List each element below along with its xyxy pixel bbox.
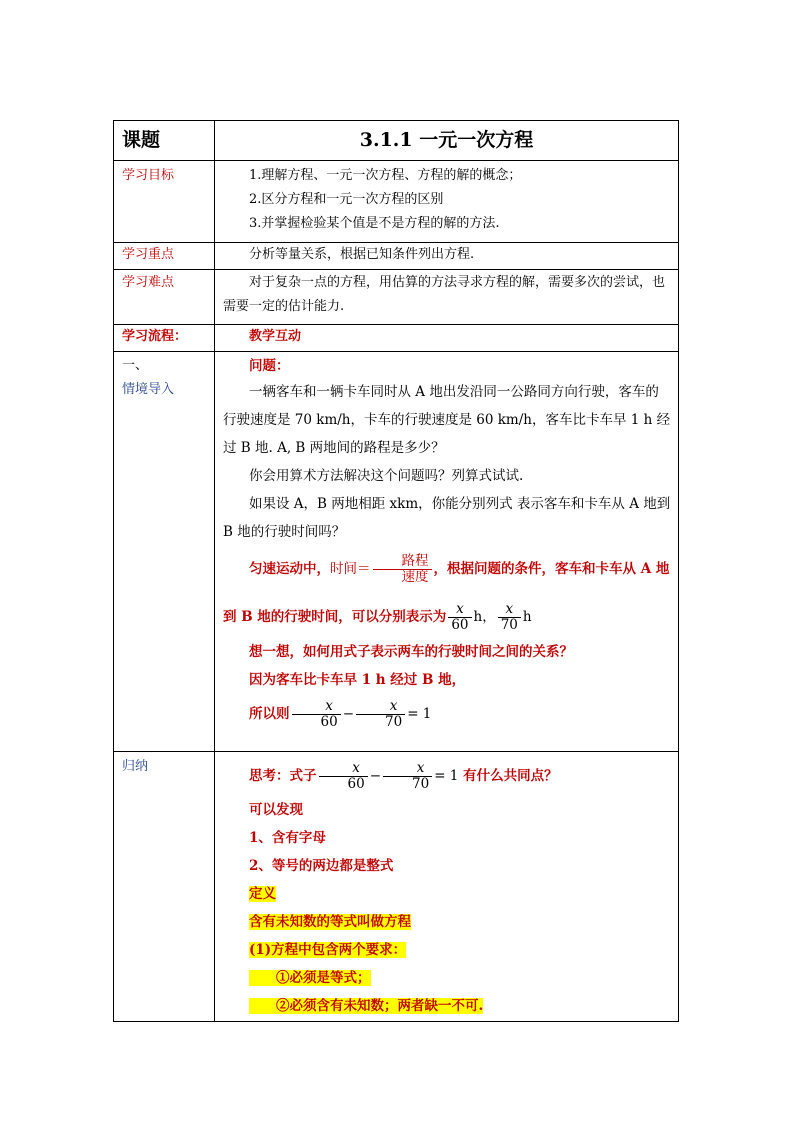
- cell-key-point: [215, 243, 679, 270]
- uniform-motion-line: [215, 552, 678, 586]
- row-key-point: [114, 243, 679, 270]
- so-prefix: 所以则: [249, 706, 290, 722]
- row-intro: [114, 352, 679, 752]
- key-point-text: 分析等量关系，根据已知条件列出方程.: [249, 247, 475, 262]
- objective-item: 2.区分方程和一元一次方程的区别: [249, 192, 444, 207]
- objectives-label: 学习目标: [122, 168, 175, 183]
- difficulty-label: 学习难点: [122, 275, 175, 290]
- summary-label: 归纳: [122, 759, 149, 774]
- summary-think-line: 思考：式子 $\frac{x}{60}$ − $\frac{x}{70}$ = 1 有什么共同点？: [249, 760, 558, 792]
- fraction-x-over-60: $\frac{x}{60}$: [292, 699, 341, 730]
- uniform-motion-prefix: 匀速运动中，: [249, 561, 330, 577]
- cell-objectives-label: [114, 161, 215, 243]
- distance-over-speed-fraction: [373, 554, 432, 585]
- intro-number: 一、: [122, 358, 149, 373]
- travel-time-line: 到 B 地的行驶时间，可以分别表示为 $\frac{x}{60}$ h， $\frac{x}{70}$ h: [223, 601, 532, 633]
- cell-difficulty: [215, 270, 679, 325]
- requirement-1: ①必须是等式；: [215, 964, 678, 992]
- fraction-x-over-70: $\frac{x}{70}$: [356, 699, 405, 730]
- fraction-numerator: 路程: [373, 554, 432, 570]
- cell-intro: [215, 352, 679, 752]
- fraction-x-over-60: $\frac{x}{60}$: [319, 761, 368, 792]
- think-question: 想一想，如何用式子表示两车的行驶时间之间的关系？: [249, 644, 573, 660]
- difficulty-text: 对于复杂一点的方程，用估算的方法寻求方程的解，需要多次的尝试，也需要一定的估计能力.: [223, 275, 666, 314]
- row-process: [114, 325, 679, 352]
- time-word: 时间＝: [330, 561, 371, 577]
- requirement-2: ②必须含有未知数；两者缺一不可.: [215, 992, 678, 1020]
- cell-topic-title: [215, 121, 679, 161]
- summary-think-suffix: 有什么共同点？: [463, 768, 558, 784]
- process-text: 教学互动: [249, 329, 302, 344]
- find-label: 可以发现: [249, 802, 303, 818]
- because-statement: 因为客车比卡车早 1 h 经过 B 地，: [249, 672, 466, 688]
- intro-label: 情境导入: [122, 382, 175, 397]
- cell-difficulty-label: [114, 270, 215, 325]
- topic-label: 课题: [122, 129, 161, 151]
- key-point-label: 学习重点: [122, 247, 175, 262]
- fraction-x-over-70: $\frac{x}{70}$: [383, 761, 432, 792]
- cell-process-label: [114, 325, 215, 352]
- uniform-motion-suffix: ，根据问题的条件，客车和卡车从 A 地: [433, 561, 670, 577]
- row-objectives: [114, 161, 679, 243]
- point-1: 1、含有字母: [249, 830, 326, 846]
- fraction-x-over-70: $\frac{x}{70}$: [498, 602, 521, 633]
- cell-intro-label: [114, 352, 215, 752]
- question-label: 问题：: [249, 358, 290, 374]
- requirements-title: (1)方程中包含两个要求：: [249, 942, 407, 958]
- travel-time-prefix: 到 B 地的行驶时间，可以分别表示为: [223, 609, 447, 625]
- process-label: 学习流程：: [122, 329, 188, 344]
- cell-process: [215, 325, 679, 352]
- question-text: 一辆客车和一辆卡车同时从 A 地出发沿同一公路同方向行驶，客车的行驶速度是 70 km/h，卡车的行驶速度是 60 km/h，客车比卡车早 1 h 经过 B 地. A, B 两地间的路程是多少？: [223, 384, 671, 456]
- lesson-title: 3.1.1 一元一次方程: [359, 129, 534, 151]
- objective-item: 3.并掌握检验某个值是不是方程的解的方法.: [249, 216, 500, 231]
- definition-text: 含有未知数的等式叫做方程: [249, 914, 411, 930]
- point-2: 2、等号的两边都是整式: [249, 858, 394, 874]
- cell-objectives: [215, 161, 679, 243]
- row-summary: [114, 752, 679, 1022]
- definition-title: 定义: [249, 886, 276, 902]
- equation-line: 所以则 $\frac{x}{60}$ − $\frac{x}{70}$ = 1: [249, 698, 432, 730]
- ask-arithmetic: 你会用算术方法解决这个问题吗？列算式试试.: [249, 468, 524, 484]
- cell-topic-label: [114, 121, 215, 161]
- row-title: [114, 121, 679, 161]
- fraction-x-over-60: $\frac{x}{60}$: [448, 602, 471, 633]
- summary-think-prefix: 思考：式子: [249, 768, 317, 784]
- cell-key-point-label: [114, 243, 215, 270]
- lesson-plan-table: [113, 120, 679, 1022]
- ask-expression: 如果设 A，B 两地相距 xkm，你能分别列式 表示客车和卡车从 A 地到 B 地的行驶时间吗？: [223, 496, 671, 540]
- cell-summary: [215, 752, 679, 1022]
- objective-item: 1.理解方程、一元一次方程、方程的解的概念；: [249, 168, 522, 183]
- row-difficulty: [114, 270, 679, 325]
- fraction-denominator: 速度: [401, 569, 429, 585]
- cell-summary-label: [114, 752, 215, 1022]
